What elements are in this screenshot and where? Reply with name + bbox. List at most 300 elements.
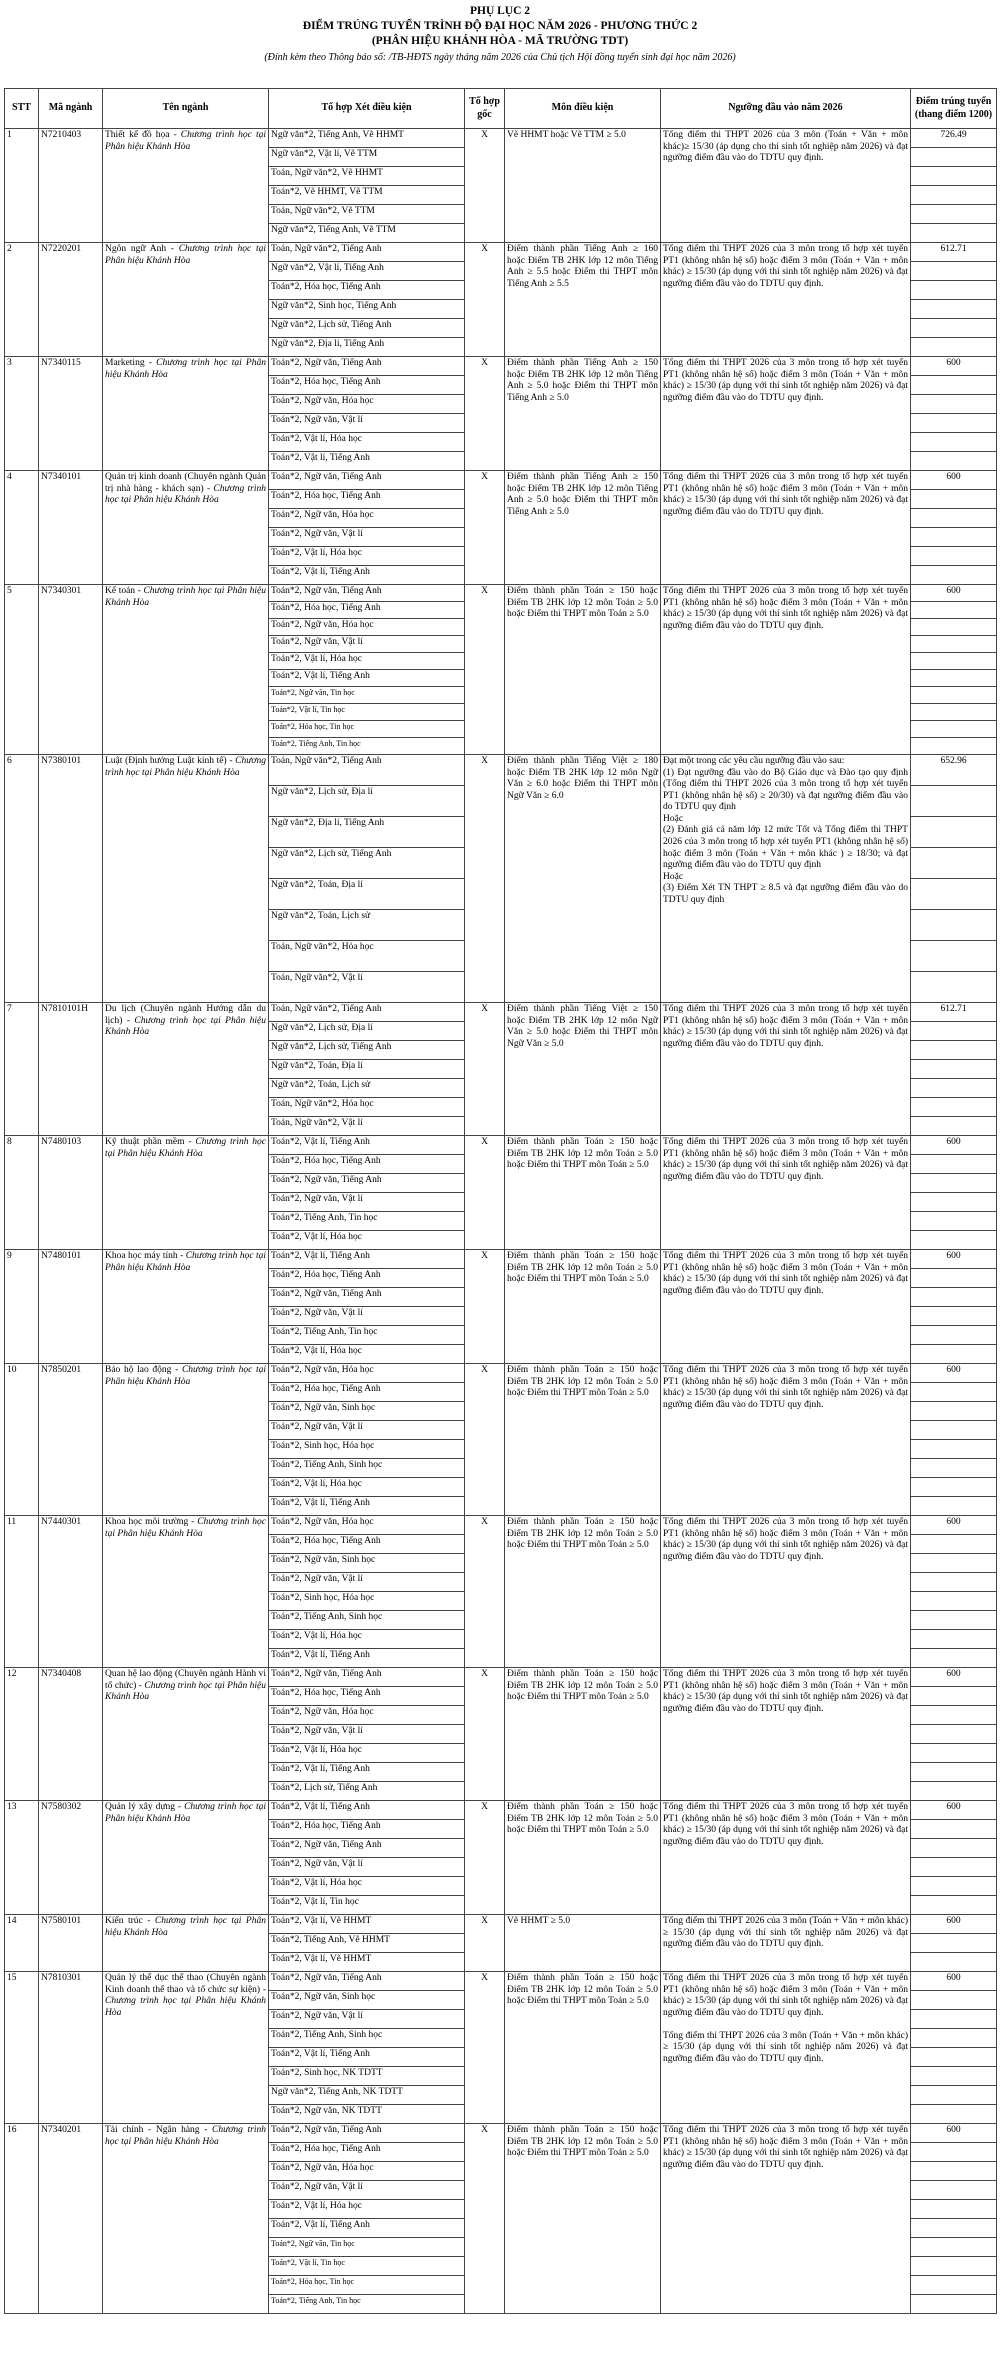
row-score-cell	[911, 2200, 997, 2219]
row-score-cell	[911, 1212, 997, 1231]
row-score-cell	[911, 636, 997, 653]
row-combination: Toán*2, Ngữ văn, Tiếng Anh	[269, 1839, 465, 1858]
row-score-cell	[911, 1155, 997, 1174]
row-score-cell	[911, 2029, 997, 2048]
row-major-code: N7340301	[39, 585, 103, 755]
row-threshold: Tổng điểm thi THPT 2026 của 3 môn trong tổ hợp xét tuyển PT1 (không nhân hệ số) hoặc điểm 3 môn (Toán + Văn + môn khác) ≥ 15/30 (áp dụng với thí sinh tốt nghiệp năm 2026) và đạt ngưỡng điểm đầu vào do TDTU quy định.	[661, 585, 911, 755]
row-combination: Toán*2, Hóa học, Tiếng Anh	[269, 1269, 465, 1288]
row-threshold: Tổng điểm thi THPT 2026 của 3 môn trong tổ hợp xét tuyển PT1 (không nhân hệ số) hoặc điểm 3 môn (Toán + Văn + môn khác) ≥ 15/30 (áp dụng với thí sinh tốt nghiệp năm 2026) và đạt ngưỡng điểm đầu vào do TDTU quy định. Tổng điểm thi THPT 2026 của 3 môn (Toán + Văn + môn khác) ≥ 15/30 (áp dụng với thí sinh tốt nghiệp năm 2026) và đạt ngưỡng điểm đầu vào do TDTU quy định.	[661, 1972, 911, 2124]
row-combination: Toán*2, Hóa học, Tin học	[269, 2276, 465, 2295]
row-score-cell	[911, 1573, 997, 1592]
row-condition: Vẽ HHMT hoặc Vẽ TTM ≥ 5.0	[505, 129, 661, 243]
row-score: 600	[911, 1972, 997, 1991]
row-score-cell	[911, 1744, 997, 1763]
row-combination: Toán*2, Hóa học, Tin học	[269, 721, 465, 738]
document-header	[0, 0, 1000, 64]
row-combination: Toán, Ngữ văn*2, Tiếng Anh	[269, 1003, 465, 1022]
row-condition: Vẽ HHMT ≥ 5.0	[505, 1915, 661, 1972]
row-score: 652.96	[911, 755, 997, 786]
row-score: 600	[911, 1364, 997, 1383]
row-threshold: Tổng điểm thi THPT 2026 của 3 môn trong tổ hợp xét tuyển PT1 (không nhân hệ số) hoặc điểm 3 môn (Toán + Văn + môn khác) ≥ 15/30 (áp dụng với thí sinh tốt nghiệp năm 2026) và đạt ngưỡng điểm đầu vào do TDTU quy định.	[661, 357, 911, 471]
col-header-threshold: Ngưỡng đầu vào năm 2026	[661, 89, 911, 129]
row-combination: Ngữ văn*2, Tiếng Anh, NK TDTT	[269, 2086, 465, 2105]
row-combination: Ngữ văn*2, Địa lí, Tiếng Anh	[269, 338, 465, 357]
row-combination: Toán*2, Vật lí, Hóa học	[269, 1630, 465, 1649]
row-score-cell	[911, 1896, 997, 1915]
major-program-text: Chương trình học tại Phân hiệu Khánh Hòa	[105, 1517, 267, 1539]
row-stt: 2	[5, 243, 39, 357]
major-program-text: Chương trình học tại Phân hiệu Khánh Hòa	[105, 1365, 267, 1387]
row-combination: Toán*2, Vật lí, Vẽ HHMT	[269, 1953, 465, 1972]
row-combination: Toán*2, Vẽ HHMT, Vẽ TTM	[269, 186, 465, 205]
row-combination: Toán*2, Ngữ văn, Tiếng Anh	[269, 1174, 465, 1193]
row-combination: Ngữ văn*2, Tiếng Anh, Vẽ HHMT	[269, 129, 465, 148]
table-row	[5, 1250, 997, 1269]
row-score-cell	[911, 1383, 997, 1402]
row-stt: 15	[5, 1972, 39, 2124]
row-combination: Toán*2, Tiếng Anh, Tin học	[269, 1212, 465, 1231]
row-combination: Toán*2, Tiếng Anh, Tin học	[269, 1326, 465, 1345]
row-combination: Ngữ văn*2, Toán, Lịch sử	[269, 910, 465, 941]
row-score: 600	[911, 471, 997, 490]
row-score: 600	[911, 2124, 997, 2143]
row-threshold: Tổng điểm thi THPT 2026 của 3 môn trong tổ hợp xét tuyển PT1 (không nhân hệ số) hoặc điểm 3 môn (Toán + Văn + môn khác) ≥ 15/30 (áp dụng với thí sinh tốt nghiệp năm 2026) và đạt ngưỡng điểm đầu vào do TDTU quy định.	[661, 1516, 911, 1668]
row-score-cell	[911, 1630, 997, 1649]
row-score-cell	[911, 1079, 997, 1098]
row-score-cell	[911, 224, 997, 243]
row-condition: Điểm thành phần Toán ≥ 150 hoặc Điểm TB 2HK lớp 12 môn Toán ≥ 5.0 hoặc Điểm thi THPT môn Toán ≥ 5.0	[505, 2124, 661, 2314]
row-threshold: Tổng điểm thi THPT 2026 của 3 môn (Toán + Văn + môn khác) ≥ 15/30 (áp dụng với thí sinh tốt nghiệp năm 2026) và đạt ngưỡng điểm đầu vào do TDTU quy định.	[661, 1915, 911, 1972]
row-combination: Toán*2, Tiếng Anh, Tin học	[269, 2295, 465, 2314]
row-threshold: Tổng điểm thi THPT 2026 của 3 môn trong tổ hợp xét tuyển PT1 (không nhân hệ số) hoặc điểm 3 môn (Toán + Văn + môn khác) ≥ 15/30 (áp dụng với thí sinh tốt nghiệp năm 2026) và đạt ngưỡng điểm đầu vào do TDTU quy định.	[661, 1250, 911, 1364]
row-combination: Toán*2, Ngữ văn, Vật lí	[269, 636, 465, 653]
row-combination: Toán*2, Vật lí, Hóa học	[269, 1478, 465, 1497]
row-score-cell	[911, 490, 997, 509]
row-score-cell	[911, 848, 997, 879]
table-row	[5, 1364, 997, 1383]
row-score-cell	[911, 1858, 997, 1877]
row-score-cell	[911, 1934, 997, 1953]
row-condition: Điểm thành phần Toán ≥ 150 hoặc Điểm TB 2HK lớp 12 môn Toán ≥ 5.0 hoặc Điểm thi THPT môn Toán ≥ 5.0	[505, 1364, 661, 1516]
major-name-text: Du lịch (Chuyên ngành Hướng dẫn du lịch) -	[105, 1004, 266, 1026]
row-score-cell	[911, 2295, 997, 2314]
row-combination: Toán, Ngữ văn*2, Tiếng Anh	[269, 243, 465, 262]
row-score-cell	[911, 2257, 997, 2276]
row-combination: Toán, Ngữ văn*2, Vẽ TTM	[269, 205, 465, 224]
row-major-code: N7440301	[39, 1516, 103, 1668]
row-original-mark: X	[465, 755, 505, 1003]
row-score-cell	[911, 619, 997, 636]
row-combination: Toán*2, Ngữ văn, Hóa học	[269, 619, 465, 636]
row-combination: Toán*2, Vật lí, Tiếng Anh	[269, 2219, 465, 2238]
row-stt: 11	[5, 1516, 39, 1668]
row-score-cell	[911, 817, 997, 848]
row-combination: Toán*2, Vật lí, Hóa học	[269, 1877, 465, 1896]
row-major-code: N7340201	[39, 2124, 103, 2314]
row-combination: Ngữ văn*2, Vật lí, Tiếng Anh	[269, 262, 465, 281]
row-score-cell	[911, 1060, 997, 1079]
row-combination: Toán*2, Ngữ văn, Tiếng Anh	[269, 357, 465, 376]
row-combination: Toán*2, Ngữ văn, Vật lí	[269, 528, 465, 547]
major-name-text: Quản lý thể dục thể thao (Chuyên ngành Kinh doanh thể thao và tổ chức sự kiện) -	[105, 1973, 266, 1995]
admission-table	[4, 88, 997, 2314]
row-score-cell	[911, 602, 997, 619]
row-threshold: Tổng điểm thi THPT 2026 của 3 môn trong tổ hợp xét tuyển PT1 (không nhân hệ số) hoặc điểm 3 môn (Toán + Văn + môn khác) ≥ 15/30 (áp dụng với thí sinh tốt nghiệp năm 2026) và đạt ngưỡng điểm đầu vào do TDTU quy định.	[661, 1136, 911, 1250]
row-major-code: N7810101H	[39, 1003, 103, 1136]
row-major-code: N7480103	[39, 1136, 103, 1250]
row-score-cell	[911, 1326, 997, 1345]
row-combination: Toán*2, Ngữ văn, Tin học	[269, 687, 465, 704]
row-combination: Toán*2, Hóa học, Tiếng Anh	[269, 1820, 465, 1839]
table-row	[5, 2124, 997, 2143]
row-original-mark: X	[465, 1003, 505, 1136]
major-program-text: Chương trình học tại Phân hiệu Khánh Hòa	[105, 1137, 266, 1159]
row-score-cell	[911, 1402, 997, 1421]
row-combination: Toán*2, Hóa học, Tiếng Anh	[269, 1383, 465, 1402]
row-major-code: N7580302	[39, 1801, 103, 1915]
row-combination: Toán*2, Tiếng Anh, Sinh học	[269, 1611, 465, 1630]
row-threshold: Đạt một trong các yêu cầu ngưỡng đầu vào sau: (1) Đạt ngưỡng đầu vào do Bộ Giáo dục và Đào tạo quy định (Tổng điểm thi THPT 2026 của 3 môn trong tổ hợp xét tuyển PT1 (không nhân hệ số) ≥ 20/30) và đạt ngưỡng điểm đầu vào do TDTU quy định Hoặc (2) Đánh giá cả năm lớp 12 mức Tốt và Tổng điểm thi THPT 2026 của 3 môn trong tổ hợp xét tuyển PT1 (không nhân hệ số) hoặc điểm 3 môn (Toán + Văn + môn khác ) ≥ 18/30; và đạt ngưỡng điểm đầu vào do TDTU quy định Hoặc (3) Điểm Xét TN THPT ≥ 8.5 và đạt ngưỡng điểm đầu vào do TDTU quy định	[661, 755, 911, 1003]
row-score-cell	[911, 2143, 997, 2162]
table-row	[5, 1668, 997, 1687]
major-name-text: Quản trị kinh doanh (Chuyên ngành Quản trị nhà hàng - khách sạn) -	[105, 472, 266, 494]
row-score-cell	[911, 205, 997, 224]
row-combination: Toán*2, Ngữ văn, Hóa học	[269, 1516, 465, 1535]
row-score-cell	[911, 2181, 997, 2200]
table-row	[5, 585, 997, 602]
row-score-cell	[911, 1649, 997, 1668]
document-note: (Đính kèm theo Thông báo số: /TB-HĐTS ngày tháng năm 2026 của Chủ tịch Hội đồng tuyển sinh đại học năm 2026)	[264, 51, 736, 63]
row-combination: Toán*2, Ngữ văn, Vật lí	[269, 2181, 465, 2200]
row-score-cell	[911, 1592, 997, 1611]
row-score: 600	[911, 585, 997, 602]
row-score-cell	[911, 148, 997, 167]
row-score-cell	[911, 1763, 997, 1782]
row-combination: Toán, Ngữ văn*2, Tiếng Anh	[269, 755, 465, 786]
row-score-cell	[911, 1554, 997, 1573]
row-combination: Toán*2, Vật lí, Hóa học	[269, 1231, 465, 1250]
major-program-text: Chương trình học tại Phân hiệu Khánh Hòa	[105, 1996, 266, 2018]
row-major-name	[103, 1250, 269, 1364]
row-score-cell	[911, 1725, 997, 1744]
row-score-cell	[911, 376, 997, 395]
row-combination: Toán, Ngữ văn*2, Hóa học	[269, 941, 465, 972]
row-condition: Điểm thành phần Tiếng Anh ≥ 150 hoặc Điểm TB 2HK lớp 12 môn Tiếng Anh ≥ 5.0 hoặc Điểm thi THPT môn Tiếng Anh ≥ 5.0	[505, 357, 661, 471]
row-combination: Ngữ văn*2, Tiếng Anh, Vẽ TTM	[269, 224, 465, 243]
row-major-code: N7810301	[39, 1972, 103, 2124]
row-stt: 14	[5, 1915, 39, 1972]
appendix-title: PHỤ LỤC 2	[469, 5, 531, 17]
row-score-cell	[911, 1706, 997, 1725]
row-combination: Toán*2, Ngữ văn, Tiếng Anh	[269, 1668, 465, 1687]
row-score-cell	[911, 687, 997, 704]
row-combination: Ngữ văn*2, Lịch sử, Địa lí	[269, 1022, 465, 1041]
row-score-cell	[911, 1839, 997, 1858]
table-row	[5, 1003, 997, 1022]
major-name-text: Thiết kế đồ họa -	[105, 130, 181, 140]
row-score-cell	[911, 1288, 997, 1307]
row-score-cell	[911, 786, 997, 817]
row-original-mark: X	[465, 471, 505, 585]
row-original-mark: X	[465, 1668, 505, 1801]
row-stt: 10	[5, 1364, 39, 1516]
row-major-code: N7380101	[39, 755, 103, 1003]
row-score-cell	[911, 972, 997, 1003]
row-major-code: N7210403	[39, 129, 103, 243]
row-combination: Toán, Ngữ văn*2, Vật lí	[269, 1117, 465, 1136]
row-combination: Toán*2, Ngữ văn, Vật lí	[269, 1421, 465, 1440]
row-major-name	[103, 243, 269, 357]
table-header-row	[5, 89, 997, 129]
row-score-cell	[911, 941, 997, 972]
row-combination: Toán*2, Lịch sử, Tiếng Anh	[269, 1782, 465, 1801]
row-combination: Toán*2, Ngữ văn, Tiếng Anh	[269, 1288, 465, 1307]
row-major-name	[103, 1003, 269, 1136]
major-program-text: Chương trình học tại Phân hiệu Khánh Hòa	[105, 358, 266, 380]
row-combination: Toán*2, Vật lí, Tin học	[269, 1896, 465, 1915]
row-score-cell	[911, 1820, 997, 1839]
row-combination: Toán*2, Ngữ văn, Vật lí	[269, 1573, 465, 1592]
row-score-cell	[911, 910, 997, 941]
row-major-code: N7340115	[39, 357, 103, 471]
row-score-cell	[911, 262, 997, 281]
row-combination: Toán*2, Hóa học, Tiếng Anh	[269, 490, 465, 509]
row-combination: Toán*2, Ngữ văn, NK TDTT	[269, 2105, 465, 2124]
row-combination: Toán*2, Vật lí, Tiếng Anh	[269, 1649, 465, 1668]
row-score-cell	[911, 2105, 997, 2124]
row-combination: Toán*2, Ngữ văn, Vật lí	[269, 1725, 465, 1744]
col-header-combination: Tổ hợp Xét điều kiện	[269, 89, 465, 129]
row-original-mark: X	[465, 2124, 505, 2314]
row-major-code: N7480101	[39, 1250, 103, 1364]
major-name-text: Bảo hộ lao động -	[105, 1365, 182, 1375]
row-original-mark: X	[465, 1915, 505, 1972]
row-threshold: Tổng điểm thi THPT 2026 của 3 môn trong tổ hợp xét tuyển PT1 (không nhân hệ số) hoặc điểm 3 môn (Toán + Văn + môn khác) ≥ 15/30 (áp dụng với thí sinh tốt nghiệp năm 2026) và đạt ngưỡng điểm đầu vào do TDTU quy định.	[661, 1801, 911, 1915]
major-program-text: Chương trình học tại Phân hiệu Khánh Hòa	[105, 1916, 266, 1938]
row-score-cell	[911, 670, 997, 687]
row-stt: 5	[5, 585, 39, 755]
row-score-cell	[911, 1345, 997, 1364]
row-score: 600	[911, 1136, 997, 1155]
row-major-name	[103, 2124, 269, 2314]
row-score-cell	[911, 1193, 997, 1212]
row-score-cell	[911, 1174, 997, 1193]
row-score-cell	[911, 1991, 997, 2010]
row-score-cell	[911, 2067, 997, 2086]
row-combination: Toán*2, Vật lí, Tiếng Anh	[269, 670, 465, 687]
row-score-cell	[911, 1611, 997, 1630]
row-combination: Toán*2, Vật lí, Hóa học	[269, 547, 465, 566]
row-original-mark: X	[465, 243, 505, 357]
row-combination: Toán*2, Hóa học, Tiếng Anh	[269, 1155, 465, 1174]
row-score-cell	[911, 1269, 997, 1288]
row-stt: 7	[5, 1003, 39, 1136]
row-threshold: Tổng điểm thi THPT 2026 của 3 môn trong tổ hợp xét tuyển PT1 (không nhân hệ số) hoặc điểm 3 môn (Toán + Văn + môn khác) ≥ 15/30 (áp dụng với thí sinh tốt nghiệp năm 2026) và đạt ngưỡng điểm đầu vào do TDTU quy định.	[661, 2124, 911, 2314]
row-combination: Toán*2, Ngữ văn, Hóa học	[269, 1364, 465, 1383]
col-header-original: Tổ hợp gốc	[465, 89, 505, 129]
row-combination: Toán*2, Hóa học, Tiếng Anh	[269, 1535, 465, 1554]
row-combination: Toán*2, Ngữ văn, Hóa học	[269, 1706, 465, 1725]
row-original-mark: X	[465, 1516, 505, 1668]
row-score-cell	[911, 2086, 997, 2105]
row-combination: Toán*2, Vật lí, Tiếng Anh	[269, 1250, 465, 1269]
major-name-text: Kỹ thuật phần mềm -	[105, 1137, 196, 1147]
row-score: 600	[911, 1516, 997, 1535]
row-score-cell	[911, 2162, 997, 2181]
row-stt: 1	[5, 129, 39, 243]
row-combination: Toán*2, Ngữ văn, Tiếng Anh	[269, 2124, 465, 2143]
row-condition: Điểm thành phần Toán ≥ 150 hoặc Điểm TB 2HK lớp 12 môn Toán ≥ 5.0 hoặc Điểm thi THPT môn Toán ≥ 5.0	[505, 1972, 661, 2124]
row-combination: Toán*2, Hóa học, Tiếng Anh	[269, 2143, 465, 2162]
row-score-cell	[911, 281, 997, 300]
row-combination: Ngữ văn*2, Lịch sử, Tiếng Anh	[269, 848, 465, 879]
row-combination: Toán*2, Ngữ văn, Sinh học	[269, 1991, 465, 2010]
row-combination: Toán*2, Ngữ văn, Tiếng Anh	[269, 585, 465, 602]
row-combination: Toán*2, Hóa học, Tiếng Anh	[269, 281, 465, 300]
row-stt: 3	[5, 357, 39, 471]
row-original-mark: X	[465, 129, 505, 243]
row-combination: Toán*2, Vật lí, Tiếng Anh	[269, 1136, 465, 1155]
row-combination: Toán, Ngữ văn*2, Vật lí	[269, 972, 465, 1003]
row-combination: Toán*2, Ngữ văn, Vật lí	[269, 2010, 465, 2029]
row-combination: Toán*2, Ngữ văn, Tin học	[269, 2238, 465, 2257]
row-major-name	[103, 471, 269, 585]
row-score-cell	[911, 1231, 997, 1250]
row-combination: Toán*2, Hóa học, Tiếng Anh	[269, 1687, 465, 1706]
row-threshold: Tổng điểm thi THPT 2026 của 3 môn trong tổ hợp xét tuyển PT1 (không nhân hệ số) hoặc điểm 3 môn (Toán + Văn + môn khác) ≥ 15/30 (áp dụng với thí sinh tốt nghiệp năm 2026) và đạt ngưỡng điểm đầu vào do TDTU quy định.	[661, 1003, 911, 1136]
row-score: 600	[911, 1668, 997, 1687]
row-combination: Toán*2, Vật lí, Tiếng Anh	[269, 1801, 465, 1820]
row-score-cell	[911, 1782, 997, 1801]
document-title: ĐIỂM TRÚNG TUYỂN TRÌNH ĐỘ ĐẠI HỌC NĂM 2026 - PHƯƠNG THỨC 2	[302, 19, 698, 32]
row-score-cell	[911, 721, 997, 738]
row-condition: Điểm thành phần Toán ≥ 150 hoặc Điểm TB 2HK lớp 12 môn Toán ≥ 5.0 hoặc Điểm thi THPT môn Toán ≥ 5.0	[505, 585, 661, 755]
row-stt: 8	[5, 1136, 39, 1250]
row-threshold: Tổng điểm thi THPT 2026 của 3 môn trong tổ hợp xét tuyển PT1 (không nhân hệ số) hoặc điểm 3 môn (Toán + Văn + môn khác) ≥ 15/30 (áp dụng với thí sinh tốt nghiệp năm 2026) và đạt ngưỡng điểm đầu vào do TDTU quy định.	[661, 471, 911, 585]
row-score-cell	[911, 1098, 997, 1117]
row-original-mark: X	[465, 357, 505, 471]
major-name-text: Khoa học môi trường -	[105, 1517, 198, 1527]
row-original-mark: X	[465, 1250, 505, 1364]
row-major-code: N7850201	[39, 1364, 103, 1516]
row-major-name	[103, 129, 269, 243]
row-score-cell	[911, 509, 997, 528]
row-score-cell	[911, 1459, 997, 1478]
major-program-text: Chương trình học tại Phân hiệu Khánh Hòa	[105, 1680, 266, 1703]
row-combination: Toán*2, Ngữ văn, Hóa học	[269, 509, 465, 528]
col-header-score: Điểm trúng tuyển (thang điểm 1200)	[911, 89, 997, 129]
row-combination: Toán*2, Vật lí, Hóa học	[269, 433, 465, 452]
row-score-cell	[911, 879, 997, 910]
row-score-cell	[911, 566, 997, 585]
row-original-mark: X	[465, 585, 505, 755]
row-combination: Toán*2, Vật lí, Tin học	[269, 704, 465, 721]
row-stt: 6	[5, 755, 39, 1003]
table-row	[5, 1801, 997, 1820]
major-name-text: Luật (Định hướng Luật kinh tế) -	[105, 756, 236, 766]
row-score-cell	[911, 2010, 997, 2029]
row-score-cell	[911, 1478, 997, 1497]
major-program-text: Chương trình học tại Phân hiệu Khánh Hòa	[105, 756, 266, 778]
row-score-cell	[911, 1877, 997, 1896]
row-threshold: Tổng điểm thi THPT 2026 của 3 môn trong tổ hợp xét tuyển PT1 (không nhân hệ số) hoặc điểm 3 môn (Toán + Văn + môn khác) ≥ 15/30 (áp dụng với thí sinh tốt nghiệp năm 2026) và đạt ngưỡng điểm đầu vào do TDTU quy định.	[661, 1364, 911, 1516]
row-stt: 4	[5, 471, 39, 585]
row-score-cell	[911, 395, 997, 414]
row-combination: Toán*2, Hóa học, Tiếng Anh	[269, 602, 465, 619]
major-program-text: Chương trình học tại Phân hiệu Khánh Hòa	[105, 1251, 267, 1273]
major-name-text: Marketing -	[105, 358, 157, 368]
row-original-mark: X	[465, 1364, 505, 1516]
row-score-cell	[911, 528, 997, 547]
row-combination: Toán*2, Vật lí, Tiếng Anh	[269, 566, 465, 585]
row-score-cell	[911, 2238, 997, 2257]
row-major-name	[103, 1668, 269, 1801]
col-header-stt: STT	[5, 89, 39, 129]
row-combination: Ngữ văn*2, Toán, Địa lí	[269, 1060, 465, 1079]
row-condition: Điểm thành phần Toán ≥ 150 hoặc Điểm TB 2HK lớp 12 môn Toán ≥ 5.0 hoặc Điểm thi THPT môn Toán ≥ 5.0	[505, 1516, 661, 1668]
row-score-cell	[911, 2219, 997, 2238]
major-name-text: Quản lý xây dựng -	[105, 1802, 185, 1812]
row-combination: Toán*2, Tiếng Anh, Vẽ HHMT	[269, 1934, 465, 1953]
row-score-cell	[911, 1307, 997, 1326]
row-score: 600	[911, 1250, 997, 1269]
table-row	[5, 1915, 997, 1934]
row-combination: Toán*2, Vật lí, Tiếng Anh	[269, 1763, 465, 1782]
row-combination: Toán*2, Tiếng Anh, Sinh học	[269, 2029, 465, 2048]
row-combination: Ngữ văn*2, Toán, Địa lí	[269, 879, 465, 910]
major-program-text: Chương trình học tại Phân hiệu Khánh Hòa	[105, 2125, 266, 2147]
table-row	[5, 1136, 997, 1155]
row-combination: Toán*2, Ngữ văn, Tiếng Anh	[269, 471, 465, 490]
row-score-cell	[911, 547, 997, 566]
major-name-text: Kiến trúc -	[105, 1916, 155, 1926]
row-threshold: Tổng điểm thi THPT 2026 của 3 môn trong tổ hợp xét tuyển PT1 (không nhân hệ số) hoặc điểm 3 môn (Toán + Văn + môn khác) ≥ 15/30 (áp dụng với thí sinh tốt nghiệp năm 2026) và đạt ngưỡng điểm đầu vào do TDTU quy định.	[661, 243, 911, 357]
row-major-code: N7580101	[39, 1915, 103, 1972]
row-score: 600	[911, 1915, 997, 1934]
row-combination: Toán*2, Ngữ văn, Hóa học	[269, 395, 465, 414]
row-major-name	[103, 1364, 269, 1516]
row-threshold: Tổng điểm thi THPT 2026 của 3 môn trong tổ hợp xét tuyển PT1 (không nhân hệ số) hoặc điểm 3 môn (Toán + Văn + môn khác) ≥ 15/30 (áp dụng với thí sinh tốt nghiệp năm 2026) và đạt ngưỡng điểm đầu vào do TDTU quy định.	[661, 1668, 911, 1801]
row-major-name	[103, 1516, 269, 1668]
table-row	[5, 755, 997, 786]
row-combination: Toán*2, Ngữ văn, Tiếng Anh	[269, 1972, 465, 1991]
row-original-mark: X	[465, 1801, 505, 1915]
row-combination: Toán*2, Ngữ văn, Hóa học	[269, 2162, 465, 2181]
row-major-name	[103, 755, 269, 1003]
row-score-cell	[911, 319, 997, 338]
row-stt: 13	[5, 1801, 39, 1915]
major-program-text: Chương trình học tại Phân hiệu Khánh Hòa	[105, 1802, 267, 1824]
major-program-text: Chương trình học tại Phân hiệu Khánh Hòa	[105, 586, 266, 608]
row-major-name	[103, 1972, 269, 2124]
major-program-text: Chương trình học tại Phân hiệu Khánh Hòa	[105, 1015, 266, 1038]
row-score-cell	[911, 704, 997, 721]
row-original-mark: X	[465, 1136, 505, 1250]
row-combination: Ngữ văn*2, Địa lí, Tiếng Anh	[269, 817, 465, 848]
row-major-code: N7340408	[39, 1668, 103, 1801]
row-score-cell	[911, 433, 997, 452]
row-score-cell	[911, 738, 997, 755]
row-score: 600	[911, 1801, 997, 1820]
row-score-cell	[911, 1953, 997, 1972]
major-name-text: Kế toán -	[105, 586, 144, 596]
row-combination: Toán*2, Ngữ văn, Vật lí	[269, 414, 465, 433]
row-combination: Ngữ văn*2, Lịch sử, Tiếng Anh	[269, 1041, 465, 1060]
row-score-cell	[911, 414, 997, 433]
col-header-condition: Môn điều kiện	[505, 89, 661, 129]
row-score-cell	[911, 338, 997, 357]
col-header-code: Mã ngành	[39, 89, 103, 129]
